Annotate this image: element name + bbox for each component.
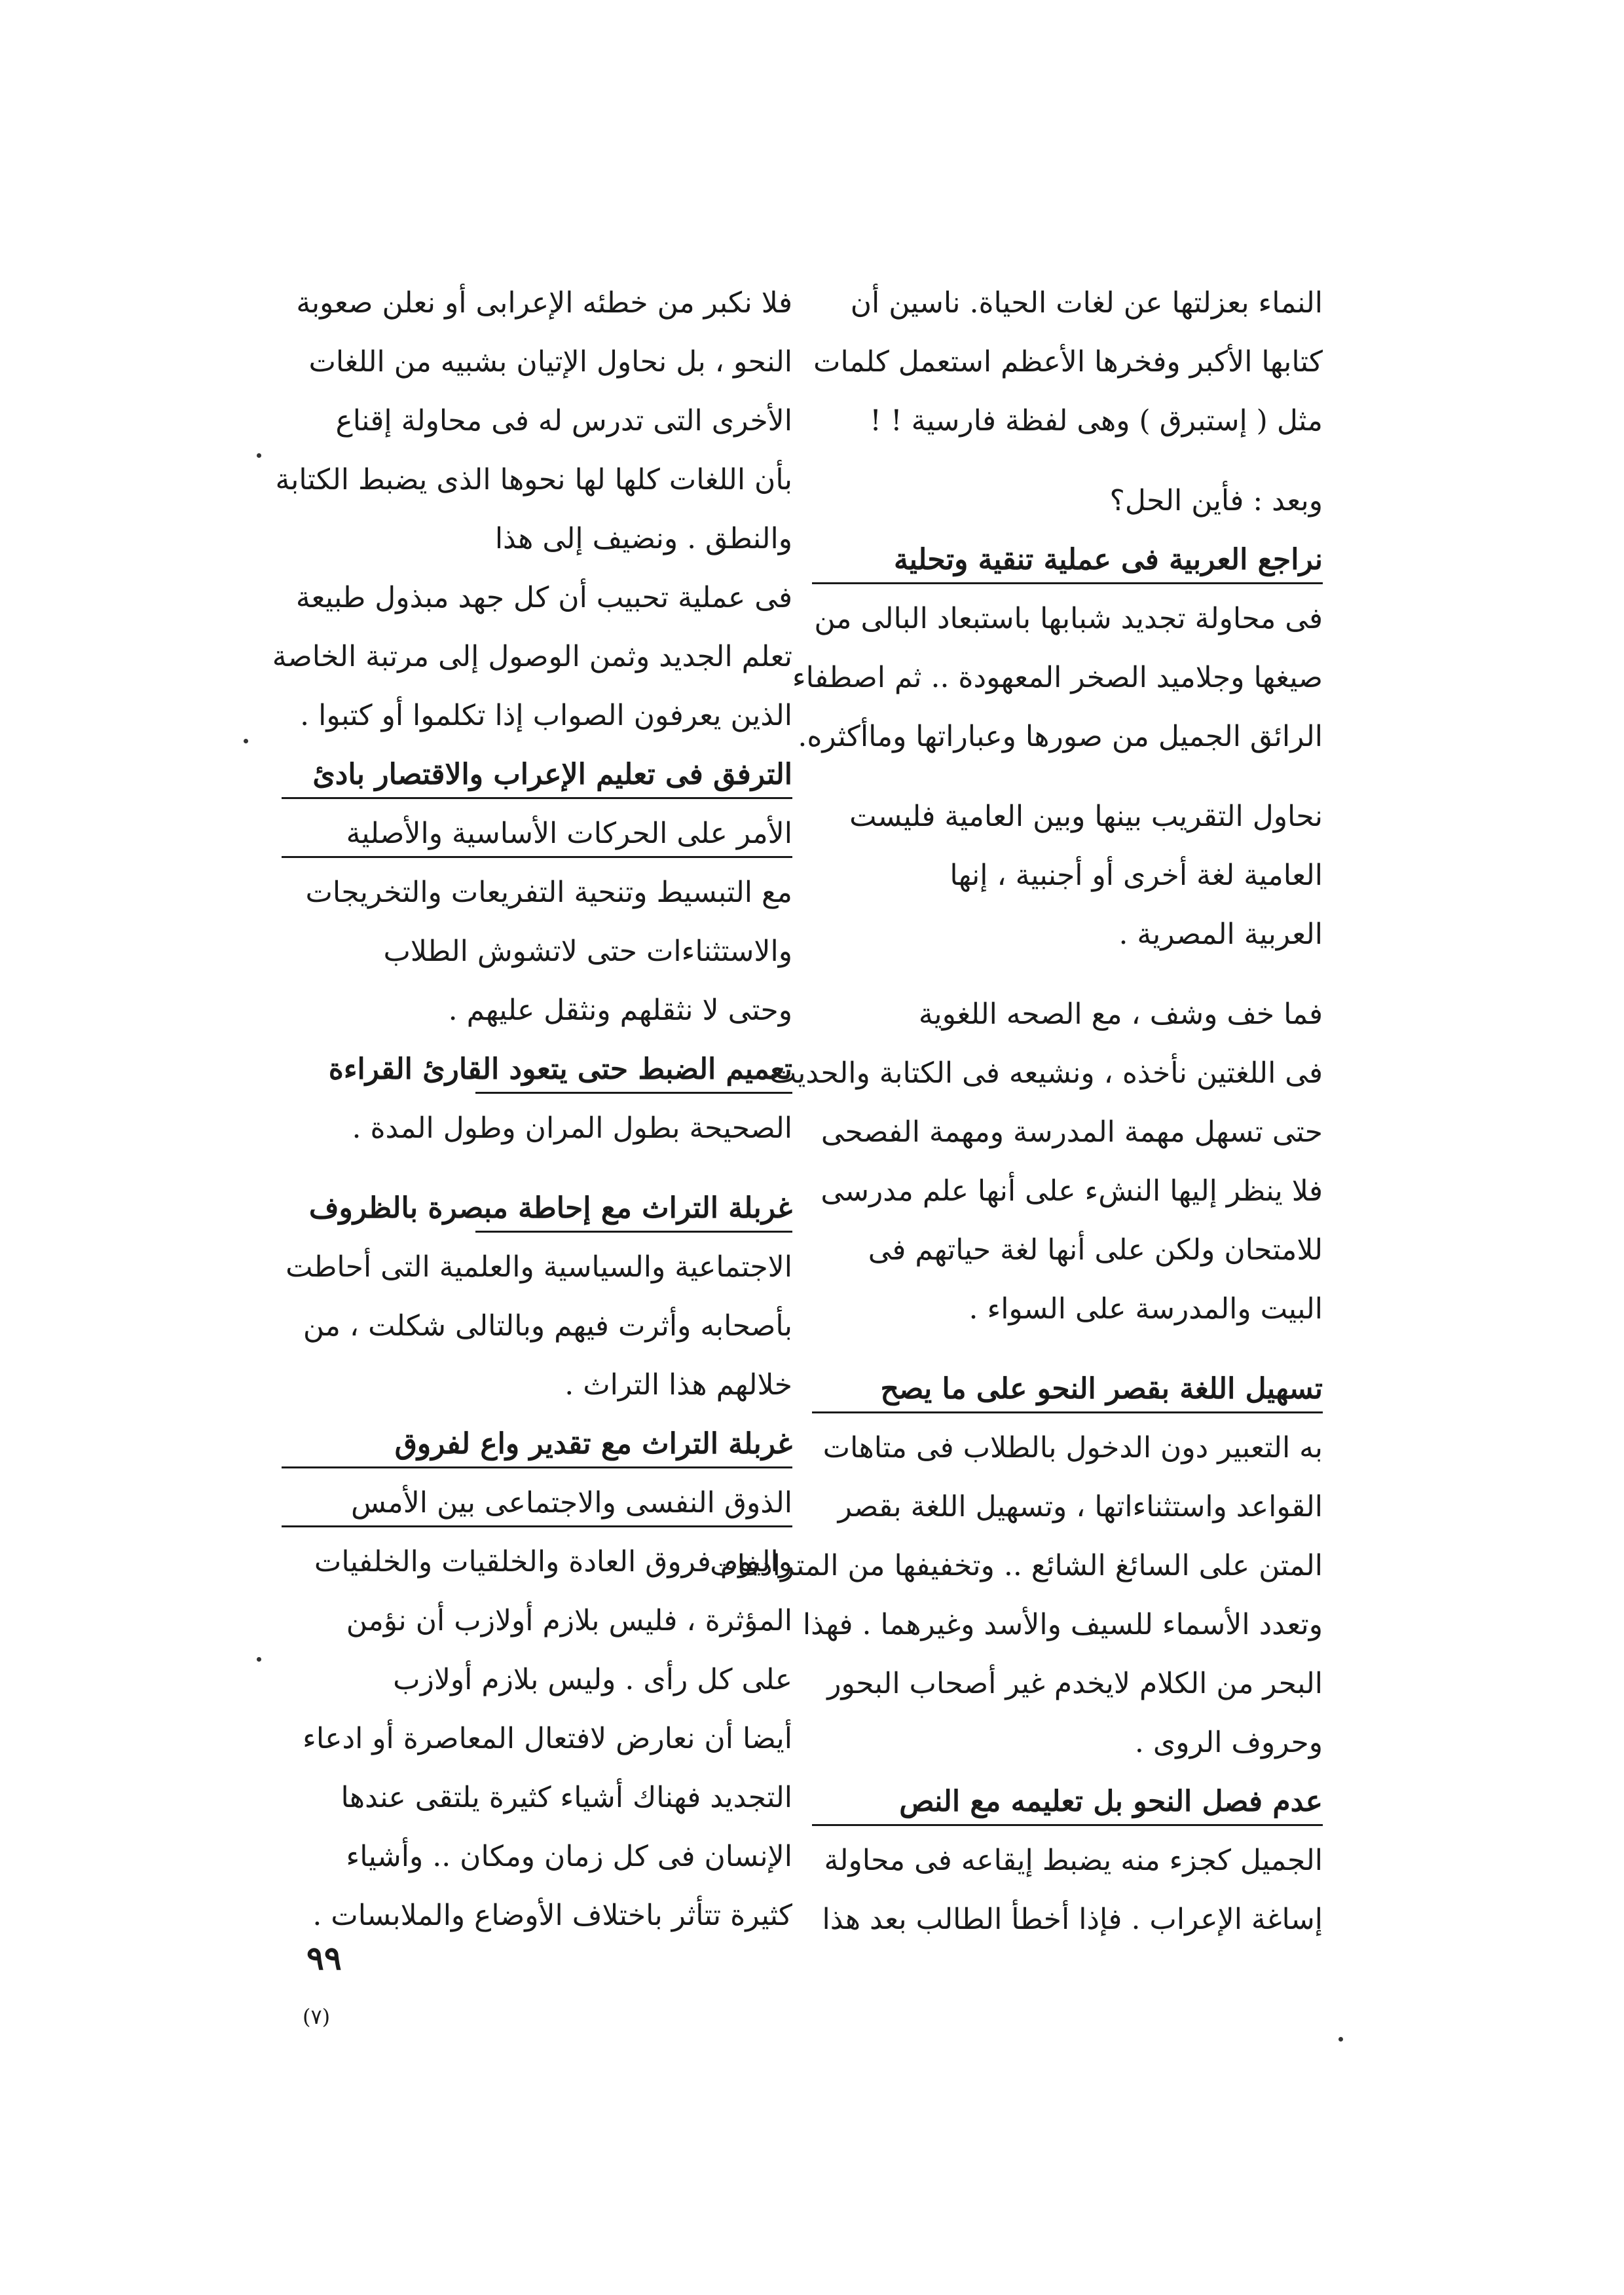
scan-speck: [257, 1657, 261, 1662]
section-heading-line: الذوق النفسى والاجتماعى بين الأمس: [282, 1474, 792, 1533]
text-line: نحاول التقريب بينها وبين العامية فليست: [849, 800, 1323, 833]
text-line: على كل رأى . وليس بلازم أولازب: [393, 1663, 792, 1696]
text-line: المتن على السائغ الشائع .. وتخفيفها من المترادفات: [710, 1549, 1323, 1582]
text-line: الجميل كجزء منه يضبط إيقاعه فى محاولة: [824, 1844, 1323, 1877]
text-line: الصحيحة بطول المران وطول المدة .: [352, 1111, 792, 1145]
text-line: حتى تسهل مهمة المدرسة ومهمة الفصحى: [821, 1115, 1323, 1149]
text-line: الإنسان فى كل زمان ومكان .. وأشياء: [346, 1840, 792, 1873]
text-line: وحتى لا نثقلهم ونثقل عليهم .: [448, 994, 792, 1027]
text-line: وتعدد الأسماء للسيف والأسد وغيرهما . فهذا: [802, 1608, 1323, 1641]
section-heading-line: الأمر على الحركات الأساسية والأصلية: [282, 804, 792, 863]
text-line: للامتحان ولكن على أنها لغة حياتهم فى: [868, 1233, 1323, 1267]
section-heading-line: الترفق فى تعليم الإعراب والاقتصار بادئ: [282, 745, 792, 804]
text-line: الذين يعرفون الصواب إذا تكلموا أو كتبوا .: [300, 699, 792, 732]
text-line: البحر من الكلام لايخدم غير أصحاب البحور: [827, 1667, 1323, 1700]
text-line: تعلم الجديد وثمن الوصول إلى مرتبة الخاصة: [272, 640, 792, 673]
text-line: كثيرة تتأثر باختلاف الأوضاع والملابسات .: [312, 1899, 792, 1932]
text-line: صيغها وجلاميد الصخر المعهودة .. ثم اصطفاء: [792, 661, 1323, 694]
text-line: الرائق الجميل من صورها وعباراتها وماأكثره.: [798, 720, 1323, 753]
text-line: الأخرى التى تدرس له فى محاولة إقناع: [335, 404, 792, 438]
text-line: والاستثناءات حتى لاتشوش الطلاب: [383, 935, 792, 968]
text-line: الاجتماعية والسياسية والعلمية التى أحاطت: [286, 1250, 792, 1284]
text-line: فى محاولة تجديد شبابها باستبعاد البالى من: [814, 602, 1323, 635]
section-heading-line: تعميم الضبط حتى يتعود القارئ القراءة: [282, 1040, 792, 1099]
scan-speck: [1338, 2037, 1343, 2042]
text-line: أيضا أن نعارض لافتعال المعاصرة أو ادعاء: [303, 1722, 792, 1755]
text-line: بأصحابه وأثرت فيهم وبالتالى شكلت ، من: [303, 1309, 792, 1343]
text-line: فلا ينظر إليها النشء على أنها علم مدرسى: [821, 1174, 1323, 1208]
text-line: التجديد فهناك أشياء كثيرة يلتقى عندها: [341, 1781, 792, 1814]
text-line: القواعد واستثناءاتها ، وتسهيل اللغة بقصر: [838, 1490, 1323, 1523]
left-column: [272, 274, 792, 1945]
text-line: واليوم فروق العادة والخلقيات والخلفيات: [314, 1545, 792, 1578]
text-line: المؤثرة ، فليس بلازم أولازب أن نؤمن: [346, 1604, 792, 1637]
text-line: النحو ، بل نحاول الإتيان بشبيه من اللغات: [308, 345, 792, 379]
text-line: البيت والمدرسة على السواء .: [969, 1292, 1323, 1326]
text-line: وبعد : فأين الحل؟: [1109, 484, 1323, 517]
text-line: كتابها الأكبر وفخرها الأعظم استعمل كلمات: [813, 345, 1323, 379]
page-number: ٩٩: [306, 1939, 342, 1977]
text-line: مثل ( إستبرق ) وهى لفظة فارسية ! !: [870, 404, 1323, 438]
text-line: فى اللغتين نأخذه ، ونشيعه فى الكتابة والحديث: [769, 1056, 1323, 1090]
text-line: مع التبسيط وتنحية التفريعات والتخريجات: [305, 876, 792, 909]
signature-mark: (٧): [303, 2004, 331, 2029]
text-line: والنطق . ونضيف إلى هذا: [494, 522, 792, 555]
section-heading-line: غربلة التراث مع إحاطة مبصرة بالظروف: [282, 1179, 792, 1238]
text-line: خلالهم هذا التراث .: [564, 1368, 792, 1402]
text-line: فما خف وشف ، مع الصحه اللغوية: [918, 998, 1323, 1031]
text-line: إساغة الإعراب . فإذا أخطأ الطالب بعد هذا: [822, 1903, 1323, 1936]
text-line: فلا نكبر من خطئه الإعرابى أو نعلن صعوبة: [296, 286, 792, 320]
section-heading-line: تسهيل اللغة بقصر النحو على ما يصح: [812, 1360, 1323, 1419]
section-heading-line: نراجع العربية فى عملية تنقية وتحلية: [812, 531, 1323, 589]
text-line: العربية المصرية .: [1118, 918, 1323, 951]
text-line: فى عملية تحبيب أن كل جهد مبذول طبيعة: [295, 581, 792, 614]
right-column: [710, 274, 1323, 1949]
section-heading-line: عدم فصل النحو بل تعليمه مع النص: [812, 1772, 1323, 1831]
scan-speck: [257, 453, 261, 458]
text-line: العامية لغة أخرى أو أجنبية ، إنها: [950, 859, 1323, 892]
text-line: وحروف الروى .: [1134, 1726, 1323, 1759]
text-line: بأن اللغات كلها لها نحوها الذى يضبط الكتابة: [275, 463, 792, 496]
text-line: النماء بعزلتها عن لغات الحياة. ناسين أن: [850, 286, 1323, 320]
scan-speck: [244, 739, 248, 743]
text-line: به التعبير دون الدخول بالطلاب فى متاهات: [822, 1431, 1323, 1465]
section-heading-line: غربلة التراث مع تقدير واع لفروق: [282, 1415, 792, 1474]
